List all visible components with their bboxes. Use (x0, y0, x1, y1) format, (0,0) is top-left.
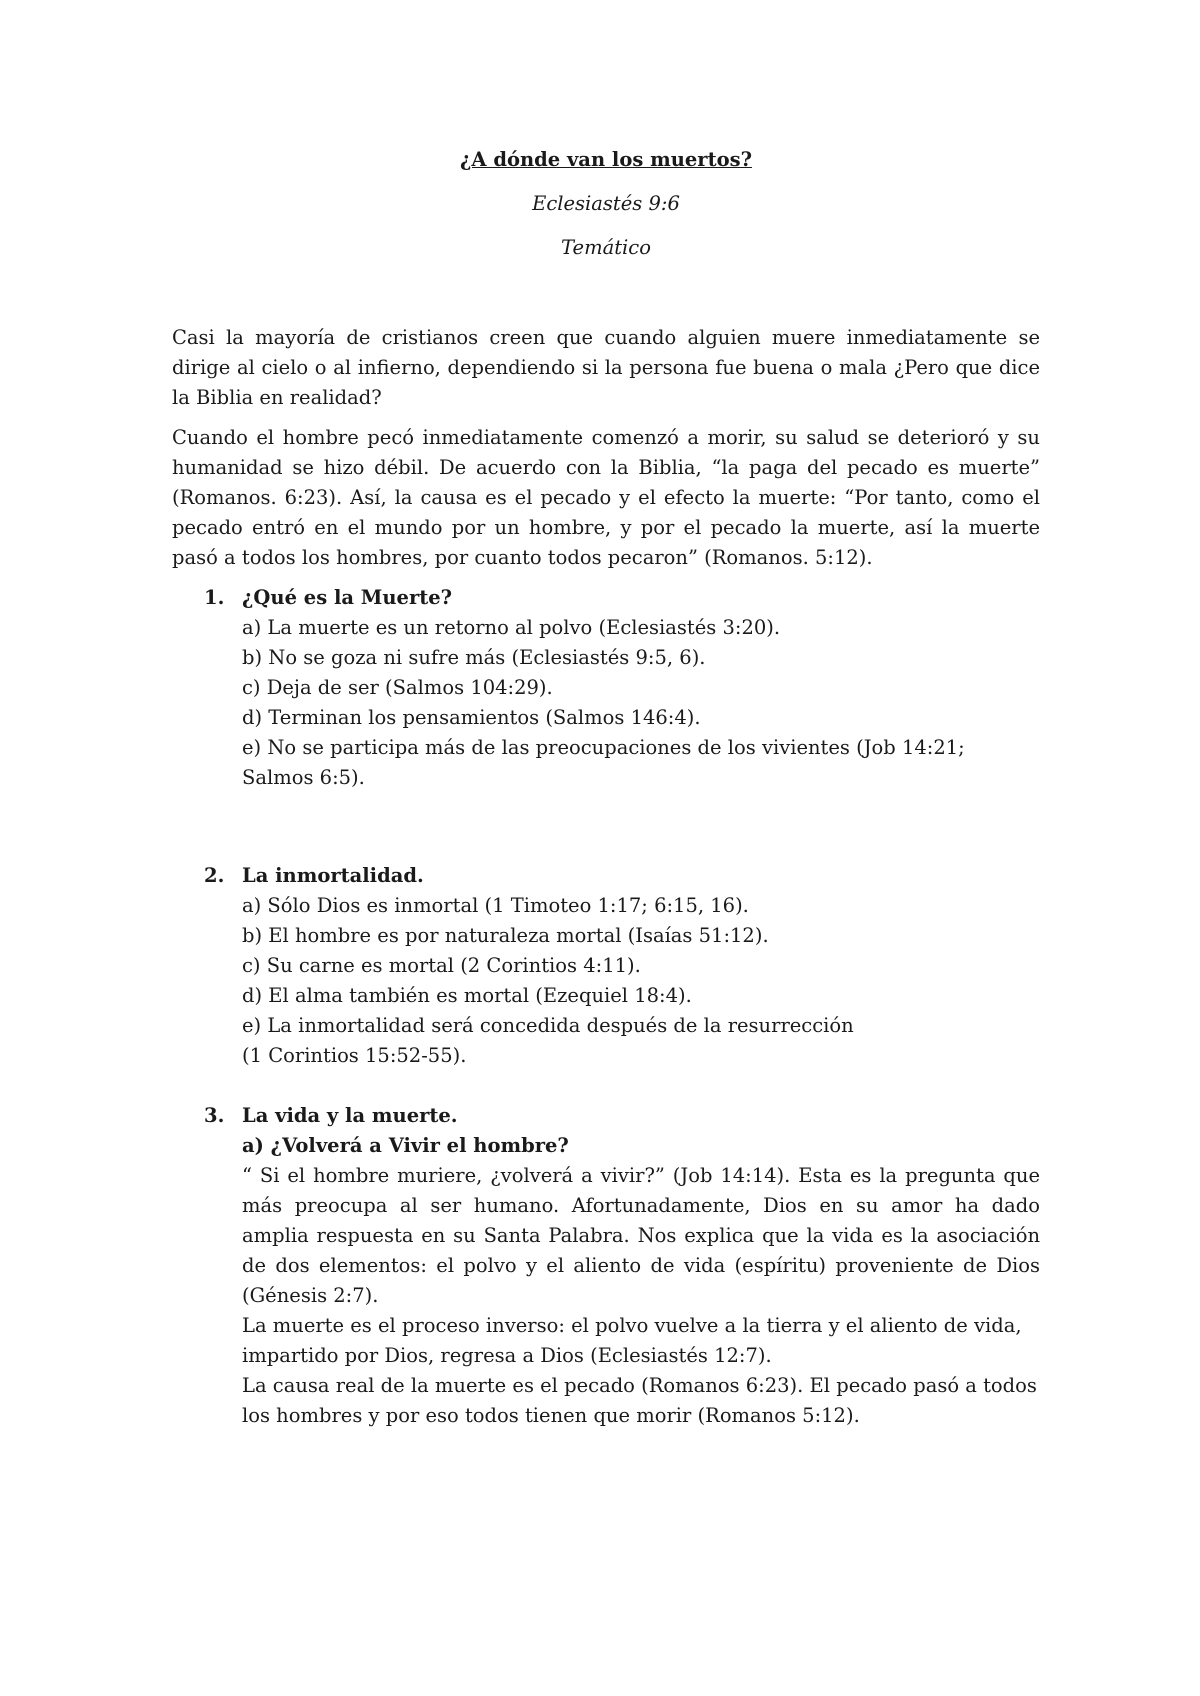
title-block (172, 145, 1040, 263)
scripture-reference: Eclesiastés 9:6 (532, 192, 680, 215)
section-3-paragraph-2: La muerte es el proceso inverso: el polvo vuelve a la tierra y el aliento de vida, impartido por Dios, regresa a Dios (Eclesiastés 12:7). (242, 1314, 1022, 1367)
list-item: a) La muerte es un retorno al polvo (Eclesiastés 3:20). (242, 616, 781, 639)
list-item: e) No se participa más de las preocupaciones de los vivientes (Job 14:21; Salmos 6:5). (242, 736, 965, 789)
list-item: b) No se goza ni sufre más (Eclesiastés 9:5, 6). (242, 646, 706, 669)
section-1-title: ¿Qué es la Muerte? (242, 586, 453, 609)
list-item: d) El alma también es mortal (Ezequiel 18:4). (242, 984, 692, 1007)
list-item: e) La inmortalidad será concedida después de la resurrección (242, 1014, 854, 1037)
section-3-number: 3. (204, 1104, 225, 1127)
section-2-title: La inmortalidad. (242, 864, 424, 887)
section-1-body (172, 613, 1040, 793)
section-1-heading (172, 583, 1040, 613)
document-type: Temático (561, 236, 651, 259)
list-item: (1 Corintios 15:52-55). (242, 1044, 467, 1067)
intro-paragraph-1: Casi la mayoría de cristianos creen que cuando alguien muere inmediatamente se dirige al cielo o al infierno, dependiendo si la persona fue buena o mala ¿Pero que dice la Biblia en realidad? (172, 326, 1040, 409)
section-3-paragraph-1: “ Si el hombre muriere, ¿volverá a vivir?” (Job 14:14). Esta es la pregunta que más preocupa al ser humano. Afortunadamente, Dios en su amor ha dado amplia respuesta en su Santa Palabra. Nos explica que la vida es la asociación de dos elementos: el polvo y el aliento de vida (espíritu) proveniente de Dios (Génesis 2:7). (242, 1164, 1040, 1307)
section-spacer (172, 1071, 1040, 1101)
section-3-paragraph-3: La causa real de la muerte es el pecado (Romanos 6:23). El pecado pasó a todos los hombres y por eso todos tienen que morir (Romanos 5:12). (242, 1374, 1037, 1427)
section-1 (172, 583, 1040, 793)
list-item: c) Su carne es mortal (2 Corintios 4:11). (242, 954, 641, 977)
section-2 (172, 861, 1040, 1071)
intro-paragraph-2: Cuando el hombre pecó inmediatamente comenzó a morir, su salud se deterioró y su humanidad se hizo débil. De acuerdo con la Biblia, “la paga del pecado es muerte” (Romanos. 6:23). Así, la causa es el pecado y el efecto la muerte: “Por tanto, como el pecado entró en el mundo por un hombre, y por el pecado la muerte, así la muerte pasó a todos los hombres, por cuanto todos pecaron” (Romanos. 5:12). (172, 426, 1040, 569)
list-item: b) El hombre es por naturaleza mortal (Isaías 51:12). (242, 924, 769, 947)
section-3-subheading: a) ¿Volverá a Vivir el hombre? (242, 1134, 569, 1157)
section-3-body (172, 1131, 1040, 1431)
list-item: a) Sólo Dios es inmortal (1 Timoteo 1:17; 6:15, 16). (242, 894, 749, 917)
list-item: c) Deja de ser (Salmos 104:29). (242, 676, 553, 699)
section-3-title: La vida y la muerte. (242, 1104, 458, 1127)
section-2-body (172, 891, 1040, 1071)
section-1-number: 1. (204, 586, 225, 609)
section-3-heading (172, 1101, 1040, 1131)
section-2-number: 2. (204, 864, 225, 887)
document-title: ¿A dónde van los muertos? (459, 148, 752, 171)
list-item: d) Terminan los pensamientos (Salmos 146:4). (242, 706, 701, 729)
section-spacer (172, 793, 1040, 861)
section-2-heading (172, 861, 1040, 891)
section-3 (172, 1101, 1040, 1431)
